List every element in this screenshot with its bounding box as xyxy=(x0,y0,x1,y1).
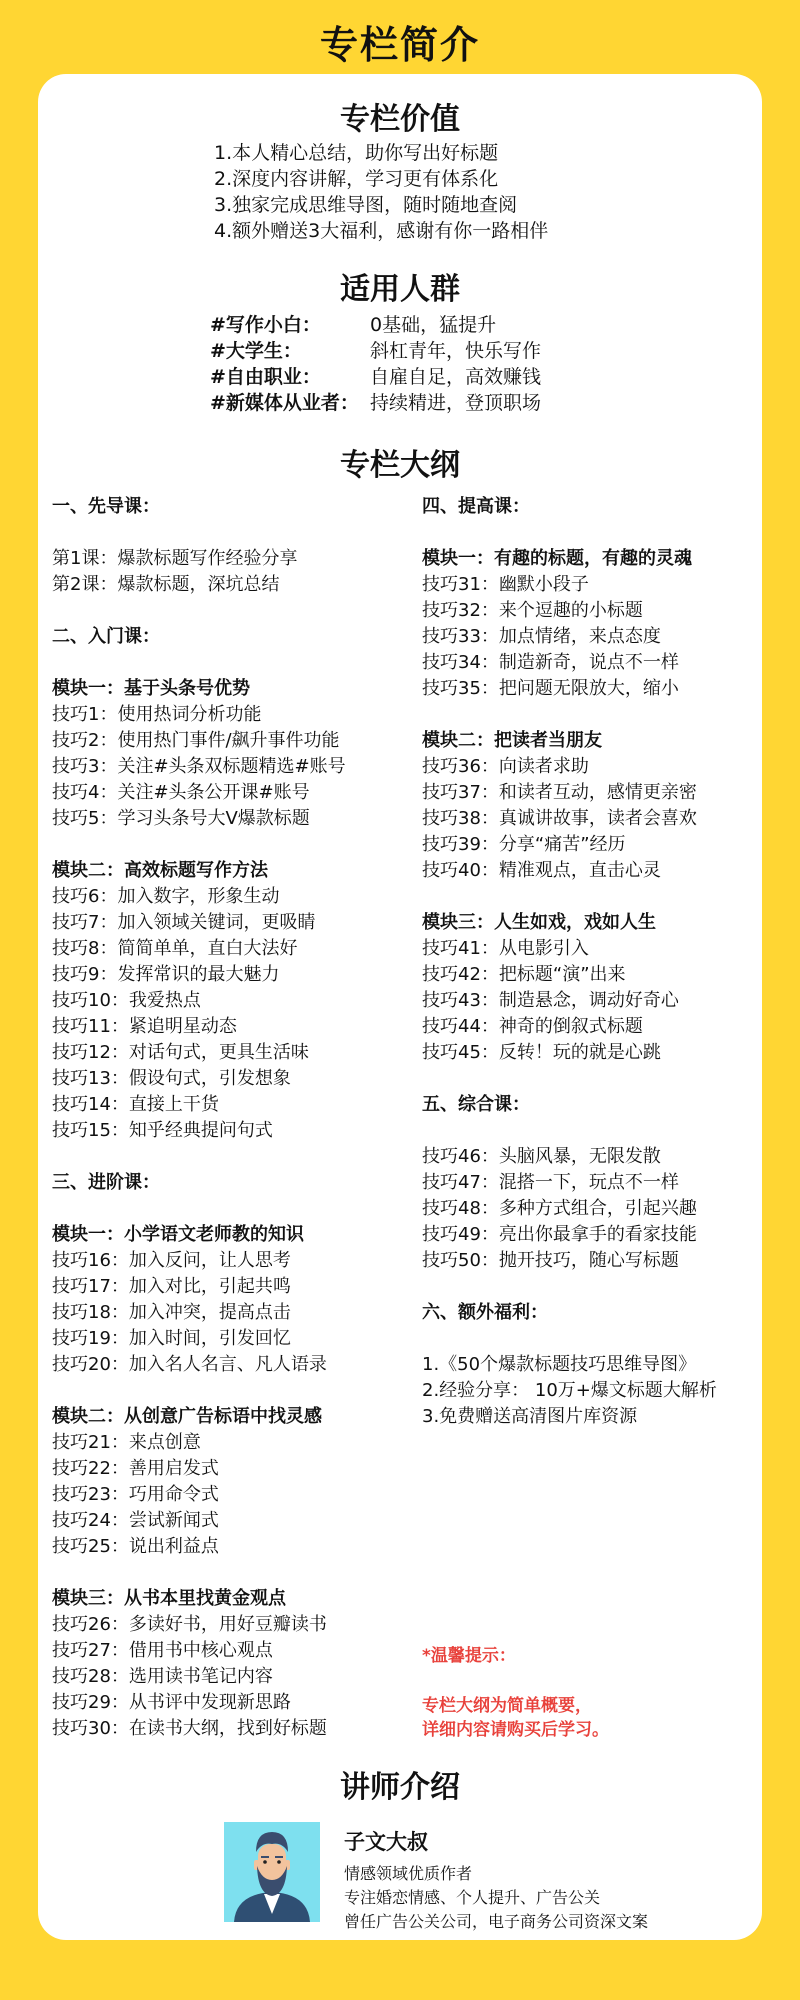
spacer xyxy=(422,702,717,728)
outline-item: 技巧12：对话句式，更具生活味 xyxy=(52,1042,309,1063)
lecturer-desc-line: 曾任广告公关公司，电子商务公司资深文案 xyxy=(344,1912,649,1931)
spacer xyxy=(52,598,346,624)
outline-item: 技巧30：在读书大纲，找到好标题 xyxy=(52,1718,327,1739)
outline-item: 技巧44：神奇的倒叙式标题 xyxy=(422,1016,643,1037)
outline-item: 技巧32：来个逗趣的小标题 xyxy=(422,600,643,621)
outline-item: 技巧14：直接上干货 xyxy=(52,1094,219,1115)
bearded-man-icon xyxy=(224,1822,320,1922)
outline-item: 技巧21：来点创意 xyxy=(52,1432,201,1453)
audience-row xyxy=(210,362,541,389)
lecturer-avatar xyxy=(224,1822,320,1922)
value-list xyxy=(214,140,548,244)
spacer xyxy=(52,650,346,676)
outline-item: 技巧10：我爱热点 xyxy=(52,990,201,1011)
lecturer-desc-line: 专注婚恋情感、个人提升、广告公关 xyxy=(344,1888,601,1907)
outline-item: 技巧18：加入冲突，提高点击 xyxy=(52,1302,291,1323)
outline-heading: 二、入门课： xyxy=(52,626,160,647)
outline-item: 技巧31：幽默小段子 xyxy=(422,574,589,595)
outline-heading: 三、进阶课： xyxy=(52,1172,160,1193)
outline-item: 技巧37：和读者互动，感情更亲密 xyxy=(422,782,697,803)
outline-section-title: 专栏大纲 xyxy=(340,448,460,483)
outline-item: 技巧41：从电影引入 xyxy=(422,938,589,959)
outline-item: 技巧15：知乎经典提问句式 xyxy=(52,1120,273,1141)
spacer xyxy=(52,1560,346,1586)
audience-row xyxy=(210,388,541,415)
outline-item: 技巧50：抛开技巧，随心写标题 xyxy=(422,1250,679,1271)
audience-desc: 0基础，猛提升 xyxy=(370,314,497,336)
audience-row xyxy=(210,310,496,337)
tip-label: *温馨提示： xyxy=(422,1646,516,1666)
outline-heading: 模块一：基于头条号优势 xyxy=(52,678,250,699)
outline-item: 技巧36：向读者求助 xyxy=(422,756,589,777)
audience-desc: 斜杠青年，快乐写作 xyxy=(370,340,542,362)
outline-heading: 模块三：从书本里找黄金观点 xyxy=(52,1588,286,1609)
outline-item: 技巧23：巧用命令式 xyxy=(52,1484,219,1505)
outline-item: 技巧39：分享“痛苦”经历 xyxy=(422,834,626,855)
audience-row xyxy=(210,336,541,363)
outline-item: 技巧47：混搭一下，玩点不一样 xyxy=(422,1172,679,1193)
outline-item: 技巧38：真诚讲故事，读者会喜欢 xyxy=(422,808,697,829)
outline-item: 技巧2：使用热门事件/飙升事件功能 xyxy=(52,730,340,751)
outline-heading: 一、先导课： xyxy=(52,496,160,517)
outline-item: 技巧40：精准观点，直击心灵 xyxy=(422,860,661,881)
tip-line: 专栏大纲为简单概要， xyxy=(422,1696,592,1716)
value-item: 3.独家完成思维导图，随时随地查阅 xyxy=(214,194,518,216)
value-item: 4.额外赠送3大福利，感谢有你一路相伴 xyxy=(214,220,549,242)
outline-item: 技巧16：加入反问，让人思考 xyxy=(52,1250,291,1271)
audience-label: #新媒体从业者： xyxy=(210,392,359,414)
outline-item: 技巧24：尝试新闻式 xyxy=(52,1510,219,1531)
outline-item: 技巧17：加入对比，引起共鸣 xyxy=(52,1276,291,1297)
outline-item: 技巧46：头脑风暴，无限发散 xyxy=(422,1146,661,1167)
outline-item: 第2课：爆款标题，深坑总结 xyxy=(52,574,280,595)
lecturer-desc-line: 情感领域优质作者 xyxy=(344,1864,473,1883)
outline-item: 第1课：爆款标题写作经验分享 xyxy=(52,548,298,569)
outline-item: 技巧27：借用书中核心观点 xyxy=(52,1640,273,1661)
outline-item: 技巧26：多读好书，用好豆瓣读书 xyxy=(52,1614,327,1635)
outline-item: 技巧29：从书评中发现新思路 xyxy=(52,1692,291,1713)
outline-item: 技巧8：简简单单，直白大法好 xyxy=(52,938,298,959)
outline-heading: 六、额外福利： xyxy=(422,1302,548,1323)
outline-item: 技巧4：关注#头条公开课#账号 xyxy=(52,782,310,803)
outline-item: 技巧45：反转！玩的就是心跳 xyxy=(422,1042,661,1063)
outline-item: 技巧28：选用读书笔记内容 xyxy=(52,1666,273,1687)
outline-heading: 模块一：小学语文老师教的知识 xyxy=(52,1224,304,1245)
outline-item: 2.经验分享： 10万+爆文标题大解析 xyxy=(422,1380,717,1401)
audience-desc: 自雇自足，高效赚钱 xyxy=(370,366,542,388)
outline-item: 技巧33：加点情绪，来点态度 xyxy=(422,626,661,647)
outline-item: 技巧19：加入时间，引发回忆 xyxy=(52,1328,291,1349)
value-item: 2.深度内容讲解，学习更有体系化 xyxy=(214,168,499,190)
outline-left-column xyxy=(52,494,346,1742)
outline-item: 技巧35：把问题无限放大，缩小 xyxy=(422,678,679,699)
outline-heading: 模块二：把读者当朋友 xyxy=(422,730,602,751)
spacer xyxy=(422,1326,717,1352)
outline-heading: 模块二：从创意广告标语中找灵感 xyxy=(52,1406,322,1427)
outline-item: 技巧6：加入数字，形象生动 xyxy=(52,886,280,907)
outline-heading: 模块三：人生如戏，戏如人生 xyxy=(422,912,656,933)
content-card xyxy=(38,74,762,1940)
outline-item: 技巧11：紧追明星动态 xyxy=(52,1016,237,1037)
outline-item: 技巧49：亮出你最拿手的看家技能 xyxy=(422,1224,697,1245)
spacer xyxy=(422,1066,717,1092)
page-title: 专栏简介 xyxy=(319,23,480,67)
outline-heading: 四、提高课： xyxy=(422,496,530,517)
value-item: 1.本人精心总结，助你写出好标题 xyxy=(214,142,499,164)
outline-item: 技巧48：多种方式组合，引起兴趣 xyxy=(422,1198,697,1219)
spacer xyxy=(422,884,717,910)
spacer xyxy=(422,1274,717,1300)
outline-item: 技巧22：善用启发式 xyxy=(52,1458,219,1479)
audience-desc: 持续精进，登顶职场 xyxy=(370,392,542,414)
outline-item: 3.免费赠送高清图片库资源 xyxy=(422,1406,638,1427)
outline-item: 技巧13：假设句式，引发想象 xyxy=(52,1068,291,1089)
outline-item: 技巧7：加入领域关键词，更吸睛 xyxy=(52,912,316,933)
outline-item: 技巧1：使用热词分析功能 xyxy=(52,704,262,725)
outline-item: 技巧34：制造新奇，说点不一样 xyxy=(422,652,679,673)
outline-item: 技巧3：关注#头条双标题精选#账号 xyxy=(52,756,346,777)
outline-item: 技巧43：制造悬念，调动好奇心 xyxy=(422,990,679,1011)
lecturer-description xyxy=(344,1862,648,1934)
outline-heading: 模块一：有趣的标题，有趣的灵魂 xyxy=(422,548,692,569)
audience-label: #大学生： xyxy=(210,340,302,362)
spacer xyxy=(52,1196,346,1222)
outline-item: 技巧9：发挥常识的最大魅力 xyxy=(52,964,280,985)
outline-right-column xyxy=(422,494,717,1430)
spacer xyxy=(52,1144,346,1170)
spacer xyxy=(422,1118,717,1144)
outline-item: 技巧20：加入名人名言、凡人语录 xyxy=(52,1354,327,1375)
audience-section-title: 适用人群 xyxy=(340,272,460,307)
spacer xyxy=(52,1378,346,1404)
outline-item: 技巧25：说出利益点 xyxy=(52,1536,219,1557)
audience-label: #自由职业： xyxy=(210,366,321,388)
outline-item: 技巧5：学习头条号大V爆款标题 xyxy=(52,808,310,829)
outline-item: 技巧42：把标题“演”出来 xyxy=(422,964,626,985)
lecturer-section-title: 讲师介绍 xyxy=(340,1770,460,1805)
spacer xyxy=(52,520,346,546)
outline-heading: 模块二：高效标题写作方法 xyxy=(52,860,268,881)
spacer xyxy=(422,520,717,546)
spacer xyxy=(52,832,346,858)
tip-line: 详细内容请购买后学习。 xyxy=(422,1720,609,1740)
outline-item: 1.《50个爆款标题技巧思维导图》 xyxy=(422,1354,697,1375)
outline-heading: 五、综合课： xyxy=(422,1094,530,1115)
audience-label: #写作小白： xyxy=(210,314,321,336)
lecturer-name: 子文大叔 xyxy=(344,1830,428,1854)
value-section-title: 专栏价值 xyxy=(340,102,460,137)
